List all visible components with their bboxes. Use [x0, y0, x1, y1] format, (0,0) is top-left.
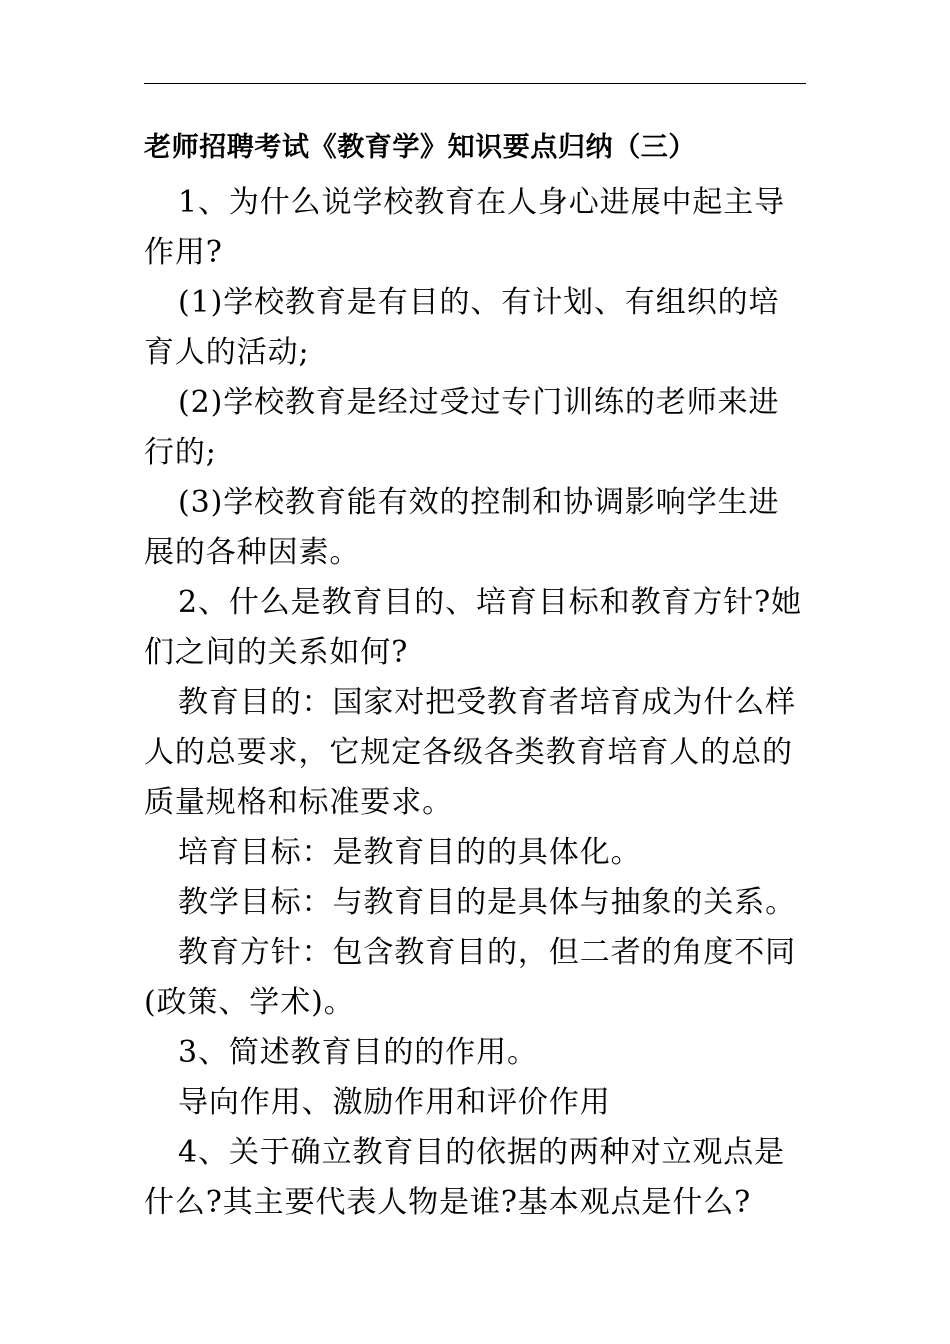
document-body [144, 178, 809, 1228]
paragraph-q3-answer: 导向作用、激励作用和评价作用 [178, 1085, 611, 1120]
paragraph-q2-teaching-goal: 教学目标：与教育目的是具体与抽象的关系。 [178, 885, 796, 920]
paragraph-q1-point-3: (3)学校教育能有效的控制和协调影响学生进展的各种因素。 [144, 485, 780, 570]
paragraph-q1-point-1: (1)学校教育是有目的、有计划、有组织的培育人的活动; [144, 285, 780, 370]
paragraph-q2: 2、什么是教育目的、培育目标和教育方针?她们之间的关系如何? [144, 585, 803, 670]
paragraph-q3: 3、简述教育目的的作用。 [178, 1035, 538, 1070]
paragraph-q1-point-2: (2)学校教育是经过受过专门训练的老师来进行的; [144, 385, 780, 470]
paragraph-q4: 4、关于确立教育目的依据的两种对立观点是什么?其主要代表人物是谁?基本观点是什么? [144, 1135, 786, 1220]
paragraph-q2-training-goal: 培育目标：是教育目的的具体化。 [178, 835, 642, 870]
paragraph-q1: 1、为什么说学校教育在人身心进展中起主导作用? [144, 185, 786, 270]
paragraph-q2-education-purpose: 教育目的：国家对把受教育者培育成为什么样人的总要求，它规定各级各类教育培育人的总的质量规格和标准要求。 [144, 685, 796, 820]
document-title: 老师招聘考试《教育学》知识要点归纳（三） [144, 132, 696, 163]
header-rule [144, 83, 806, 84]
paragraph-q2-education-policy: 教育方针：包含教育目的，但二者的角度不同(政策、学术)。 [144, 935, 796, 1020]
